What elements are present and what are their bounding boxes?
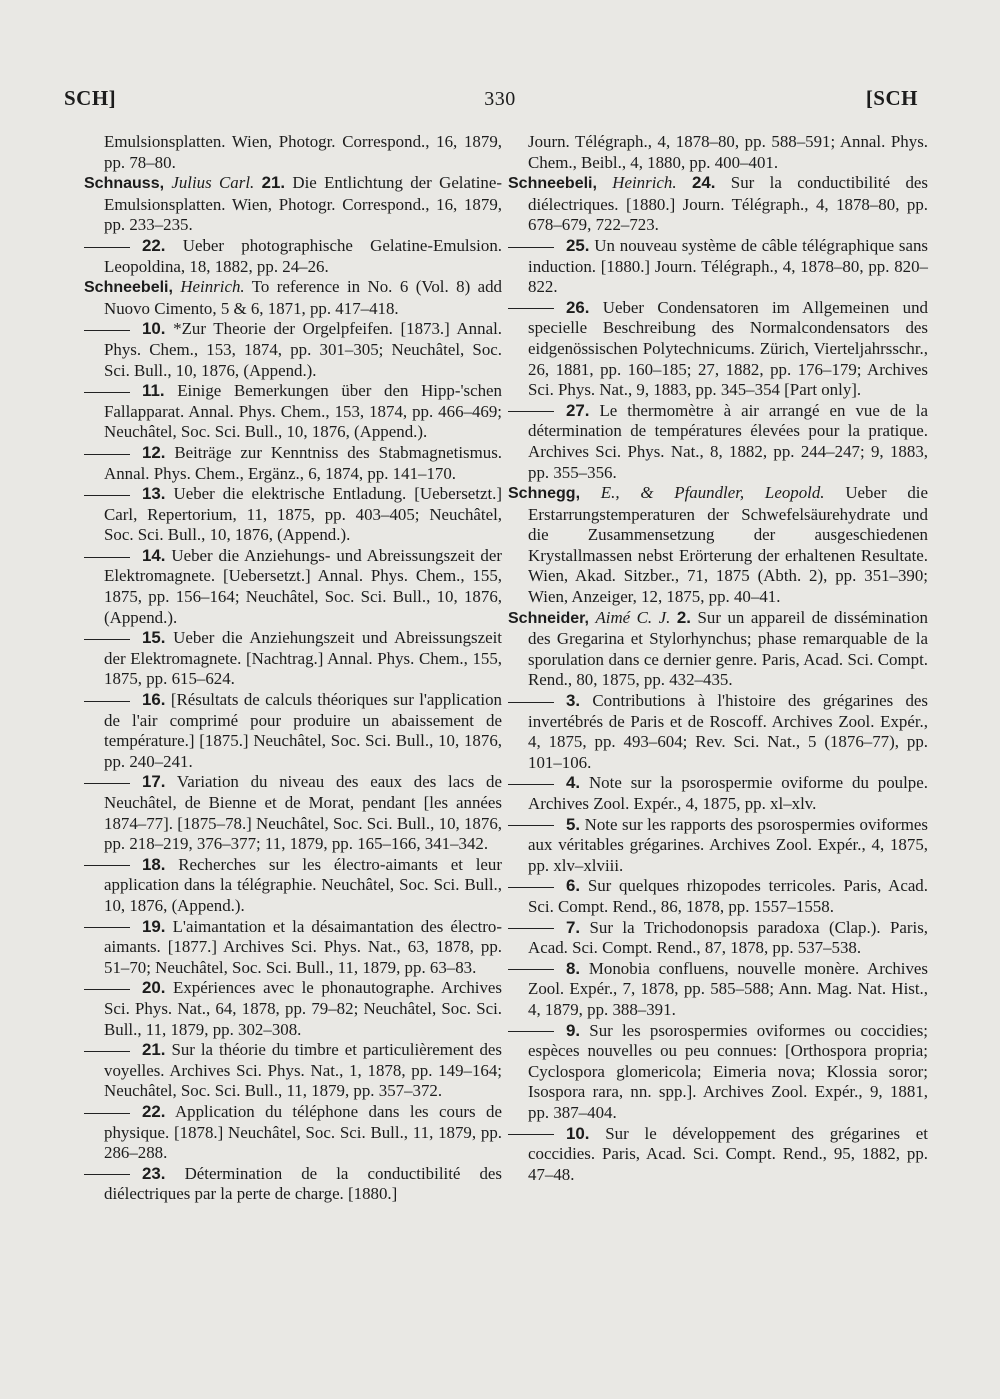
entry-text: Sur la théorie du timbre et particulièrement des voyelles. Archives Sci. Phys. Nat., 1, 1878, pp. 149–164; Neuchâtel, Soc. Sci. Bull., 11, 1879, pp. 357–372.: [104, 1040, 502, 1101]
entry-number: 4.: [566, 773, 581, 793]
entry-number: 8.: [566, 958, 581, 978]
ditto-dash: [508, 1134, 554, 1135]
author-name: Schneebeli,: [84, 279, 173, 297]
author-given-name: Aimé C. J.: [595, 607, 671, 627]
entry-text: Die Entlichtung der Gelatine-Emulsionsplatten. Wien, Photogr. Correspond., 16, 1879, pp. 233–235.: [104, 173, 502, 235]
ditto-dash: [84, 989, 130, 990]
entry-number: 26.: [566, 297, 590, 317]
bibliography-entry: [84, 917, 502, 979]
entry-number: 24.: [691, 173, 716, 193]
entry-number: 19.: [142, 916, 166, 936]
entry-text: Contributions à l'histoire des grégarines des invertébrés de Paris et de Roscoff. Archives Zool. Expér., 4, 1875, pp. 493–604; Rev. Sci. Nat., 5 (1876–77), pp. 101–106.: [528, 691, 928, 772]
entry-number: 11.: [142, 381, 165, 401]
entry-text: Monobia confluens, nouvelle monère. Archives Zool. Expér., 7, 1878, pp. 585–588; Ann. Mag. Nat. Hist., 4, 1879, pp. 388–391.: [528, 958, 928, 1019]
entry-text: Emulsionsplatten. Wien, Photogr. Correspond., 16, 1879, pp. 78–80.: [104, 132, 502, 172]
ditto-dash: [508, 969, 554, 970]
ditto-dash: [84, 392, 130, 393]
entry-number: 7.: [566, 917, 581, 937]
entry-number: 3.: [566, 691, 581, 711]
entry-text: To reference in No. 6 (Vol. 8) add Nuovo Cimento, 5 & 6, 1871, pp. 417–418.: [104, 277, 503, 318]
entry-number: 21.: [142, 1040, 166, 1060]
bibliography-entry: [508, 918, 928, 959]
bibliography-entry: [508, 959, 928, 1021]
entry-text: Sur la conductibilité des diélectriques. [1880.] Journ. Télégraph., 4, 1878–80, pp. 678–679, 722–723.: [528, 173, 928, 235]
right-column: [508, 132, 928, 1185]
entry-text: Détermination de la conductibilité des diélectriques par la perte de charge. [1880.]: [104, 1163, 502, 1204]
bibliography-entry: [84, 236, 502, 277]
bibliography-entry: [84, 132, 502, 173]
entry-number: 16.: [142, 690, 166, 710]
author-given-name: Julius Carl.: [171, 173, 255, 193]
entry-number: 13.: [142, 484, 166, 504]
entry-text: Journ. Télégraph., 4, 1878–80, pp. 588–591; Annal. Phys. Chem., Beibl., 4, 1880, pp. 400–401.: [528, 132, 928, 172]
entry-text: Ueber die Erstarrungstemperaturen der Schwefelsäurehydrate und die Zusammensetzung der ausgeschiedenen Krystallmassen nebst Erörterung der erhaltenen Resultate. Wien, Akad. Sitzber., 71, 1875 (Abth. 2), pp. 351–390; Wien, Anzeiger, 12, 1875, pp. 40–41.: [528, 483, 928, 607]
bibliography-entry: [508, 773, 928, 814]
entry-text: Expériences avec le phonautographe. Archives Sci. Phys. Nat., 64, 1878, pp. 79–82; Neuchâtel, Soc. Sci. Bull., 11, 1879, pp. 302–308.: [104, 978, 502, 1039]
bibliography-entry: [84, 173, 502, 236]
bibliography-entry: [84, 381, 502, 443]
bibliography-entry: [508, 298, 928, 401]
entry-text: [Résultats de calculs théoriques sur l'application de l'air comprimé pour produire un abaissement de température.] [1875.] Neuchâtel, Soc. Sci. Bull., 10, 1876, pp. 240–241.: [104, 690, 502, 771]
ditto-dash: [508, 308, 554, 309]
entry-number: 22.: [142, 1101, 166, 1121]
entry-text: L'aimantation et la désaimantation des électro-aimants. [1877.] Archives Sci. Phys. Nat., 63, 1878, pp. 51–70; Neuchâtel, Soc. Sci. Bull., 11, 1879, pp. 63–83.: [104, 916, 502, 977]
page-number: 330: [484, 88, 516, 110]
entry-text: Ueber die Anziehungs- und Abreissungszeit der Elektromagnete. [Uebersetzt.] Annal. Phys. Chem., 155, 1875, pp. 156–164; Neuchâtel, Soc. Sci. Bull., 10, 1876, (Append.).: [104, 545, 502, 627]
ditto-dash: [84, 927, 130, 928]
ditto-dash: [84, 1174, 130, 1175]
ditto-dash: [84, 330, 130, 331]
bibliography-entry: [84, 690, 502, 772]
entry-number: 15.: [142, 628, 166, 648]
bibliography-entry: [84, 628, 502, 690]
bibliography-entry: [508, 236, 928, 298]
entry-text: Ueber die elektrische Entladung. [Uebersetzt.] Carl, Repertorium, 11, 1875, pp. 403–405; Neuchâtel, Soc. Sci. Bull., 10, 1876, (Append.).: [104, 484, 502, 545]
entry-text: Un nouveau système de câble télégraphique sans induction. [1880.] Journ. Télégraph., 4, 1878–80, pp. 820–822.: [528, 235, 928, 297]
bibliography-entry: [84, 1102, 502, 1164]
entry-text: Sur quelques rhizopodes terricoles. Paris, Acad. Sci. Compt. Rend., 86, 1878, pp. 1557–1558.: [528, 876, 928, 916]
running-head-right: [SCH: [865, 86, 918, 110]
ditto-dash: [84, 247, 130, 248]
bibliography-entry: [508, 132, 928, 173]
entry-number: 21.: [261, 173, 286, 193]
entry-text: Le thermomètre à air arrangé en vue de la détermination de températures élevées pour la pratique. Archives Sci. Phys. Nat., 8, 1882, pp. 244–247; 9, 1883, pp. 355–356.: [528, 400, 928, 482]
ditto-dash: [508, 411, 554, 412]
ditto-dash: [84, 495, 130, 496]
ditto-dash: [84, 454, 130, 455]
entry-number: 6.: [566, 876, 581, 896]
ditto-dash: [508, 247, 554, 248]
bibliography-entry: [508, 483, 928, 608]
entry-number: 10.: [566, 1123, 590, 1143]
ditto-dash: [508, 825, 554, 826]
author-name: Schneebeli,: [508, 175, 597, 193]
entry-text: Ueber die Anziehungszeit und Abreissungszeit der Elektromagnete. [Nachtrag.] Annal. Phys. Chem., 155, 1875, pp. 615–624.: [104, 628, 502, 689]
entry-number: 27.: [566, 400, 590, 420]
bibliography-entry: [84, 443, 502, 484]
entry-text: Ueber Condensatoren im Allgemeinen und specielle Beschreibung des Normalcondensators des eidgenössischen Polytechnicums. Zürich, Vierteljahrsschr., 26, 1881, pp. 160–185; 27, 1882, pp. 176–179; Archives Sci. Phys. Nat., 9, 1883, pp. 345–354 [Part only].: [528, 297, 928, 400]
entry-number: 25.: [566, 235, 590, 255]
ditto-dash: [84, 639, 130, 640]
ditto-dash: [84, 701, 130, 702]
ditto-dash: [84, 1051, 130, 1052]
ditto-dash: [84, 783, 130, 784]
ditto-dash: [508, 928, 554, 929]
bibliography-entry: [84, 1164, 502, 1205]
entry-text: Recherches sur les électro-aimants et leur application dans la télégraphie. Neuchâtel, Soc. Sci. Bull., 10, 1876, (Append.).: [104, 854, 502, 915]
bibliography-entry: [84, 1040, 502, 1102]
entry-text: Beiträge zur Kenntniss des Stabmagnetismus. Annal. Phys. Chem., Ergänz., 6, 1874, pp. 141–170.: [104, 442, 502, 483]
bibliography-entry: [508, 1124, 928, 1186]
bibliography-entry: [508, 876, 928, 917]
entry-number: 14.: [142, 545, 166, 565]
ditto-dash: [84, 865, 130, 866]
ditto-dash: [84, 1113, 130, 1114]
entry-text: Sur la Trichodonopsis paradoxa (Clap.). Paris, Acad. Sci. Compt. Rend., 87, 1878, pp. 537–538.: [528, 917, 928, 958]
entry-text: Application du téléphone dans les cours de physique. [1878.] Neuchâtel, Soc. Sci. Bull., 11, 1879, pp. 286–288.: [104, 1101, 502, 1163]
author-given-name: Heinrich.: [180, 277, 245, 297]
running-head-left: SCH]: [64, 86, 117, 110]
bibliography-entry: [508, 173, 928, 236]
bibliography-entry: [508, 1021, 928, 1124]
entry-number: 17.: [142, 772, 166, 792]
bibliography-entry: [508, 608, 928, 691]
bibliography-entry: [508, 401, 928, 483]
left-column: [84, 132, 502, 1205]
author-name: Schnegg,: [508, 485, 581, 503]
entry-text: Note sur la psorospermie oviforme du poulpe. Archives Zool. Expér., 4, 1875, pp. xl–xlv.: [528, 773, 928, 813]
entry-number: 9.: [566, 1020, 581, 1040]
entry-number: 10.: [142, 319, 166, 339]
author-given-name: E., & Pfaundler, Leopold.: [600, 483, 825, 503]
entry-number: 5.: [566, 814, 581, 834]
author-name: Schnauss,: [84, 175, 165, 193]
bibliography-entry: [84, 772, 502, 854]
bibliography-entry: [84, 319, 502, 381]
bibliography-entry: [84, 277, 502, 319]
bibliography-entry: [84, 546, 502, 628]
ditto-dash: [508, 702, 554, 703]
author-given-name: Heinrich.: [612, 173, 677, 193]
author-name: Schneider,: [508, 609, 589, 627]
entry-text: Note sur les rapports des psorospermies oviformes aux véritables grégarines. Archives Zool. Expér., 4, 1875, pp. xlv–xlviii.: [528, 814, 929, 875]
bibliography-entry: [508, 815, 928, 877]
entry-text: Einige Bemerkungen über den Hipp-'schen Fallapparat. Annal. Phys. Chem., 153, 1874, pp. 466–469; Neuchâtel, Soc. Sci. Bull., 10, 1876, (Append.).: [104, 381, 502, 442]
entry-number: 23.: [142, 1163, 166, 1183]
entry-number: 12.: [142, 442, 166, 462]
bibliography-entry: [84, 855, 502, 917]
ditto-dash: [508, 784, 554, 785]
entry-text: Sur le développement des grégarines et coccidies. Paris, Acad. Sci. Compt. Rend., 95, 1882, pp. 47–48.: [528, 1123, 928, 1184]
ditto-dash: [508, 1031, 554, 1032]
entry-number: 22.: [142, 235, 166, 255]
ditto-dash: [84, 557, 130, 558]
entry-text: Sur les psorospermies oviformes ou coccidies; espèces nouvelles ou peu connues: [Orthospora propria; Cyclospora glomericola; Eimeria nova; Klossia soror; Isospora rara, nn. spp.]. Archives Zool. Expér., 9, 1881, pp. 387–404.: [528, 1020, 928, 1122]
bibliography-entry: [508, 691, 928, 773]
entry-text: Variation du niveau des eaux des lacs de Neuchâtel, de Bienne et de Morat, pendant [les années 1874–77]. [1875–78.] Neuchâtel, Soc. Sci. Bull., 10, 1876, pp. 218–219, 376–377; 11, 1879, pp. 165–166, 341–342.: [104, 772, 502, 854]
entry-text: *Zur Theorie der Orgelpfeifen. [1873.] Annal. Phys. Chem., 153, 1874, pp. 301–305; Neuchâtel, Soc. Sci. Bull., 10, 1876, (Append.).: [104, 319, 502, 380]
entry-number: 2.: [676, 607, 691, 627]
bibliography-entry: [84, 484, 502, 546]
bibliography-entry: [84, 978, 502, 1040]
entry-number: 18.: [142, 854, 166, 874]
entry-text: Ueber photographische Gelatine-Emulsion. Leopoldina, 18, 1882, pp. 24–26.: [104, 235, 502, 276]
entry-text: Sur un appareil de dissémination des Gregarina et Stylorhynchus; phase remarquable de la sporulation dans ce dernier genre. Paris, Acad. Sci. Compt. Rend., 80, 1875, pp. 432–435.: [528, 607, 929, 690]
entry-number: 20.: [142, 978, 166, 998]
ditto-dash: [508, 887, 554, 888]
